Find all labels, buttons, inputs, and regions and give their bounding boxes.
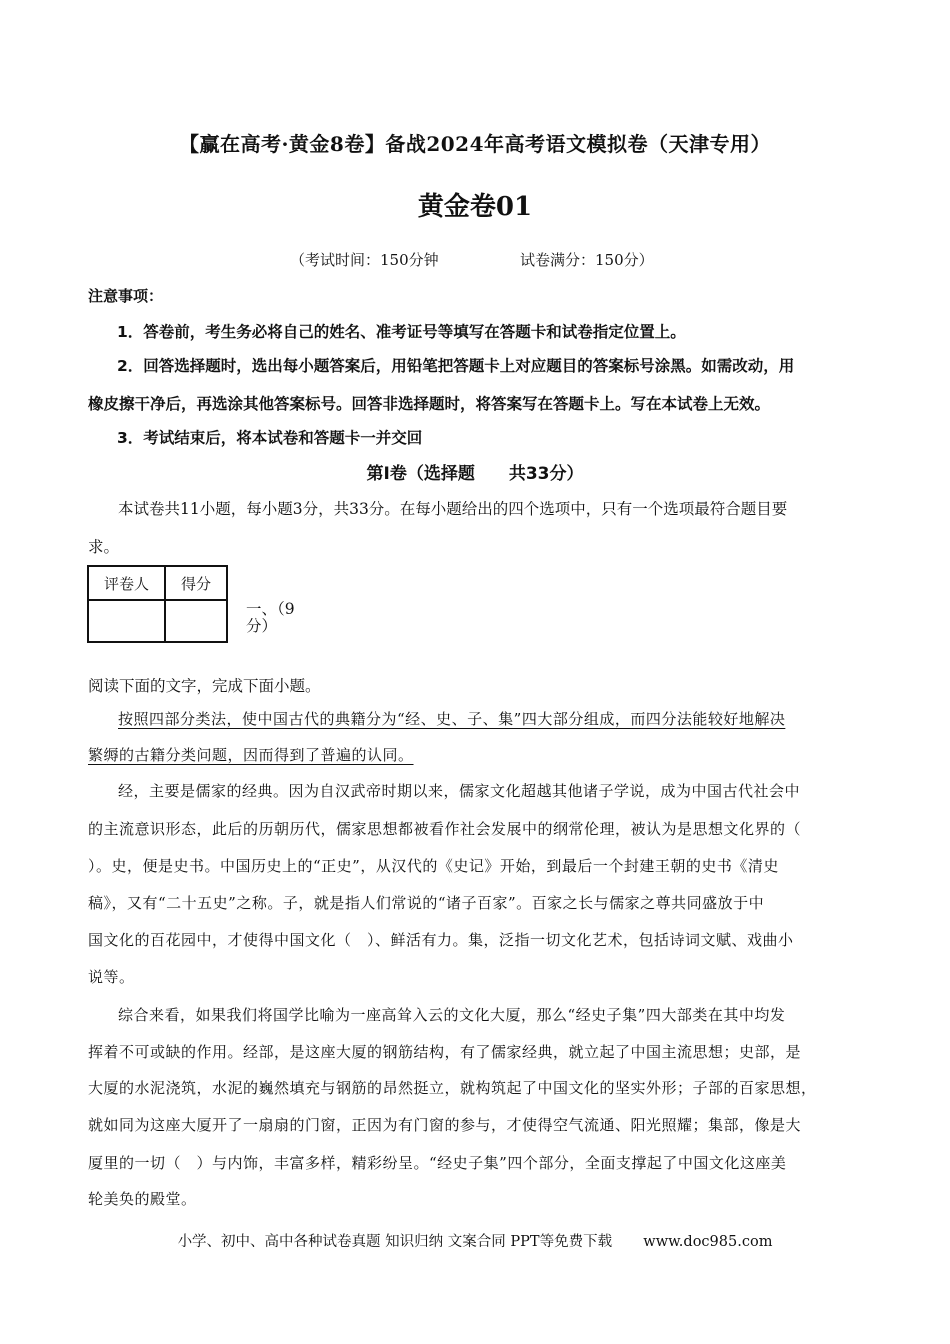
score-table-grader-header: 评卷人 (88, 566, 165, 600)
passage-p2-line-3: ）。史，便是史书。中国历史上的“正史”，从汉代的《史记》开始，到最后一个封建王朝的史书《清史 (88, 857, 779, 875)
notice-item-3: 3．考试结束后，将本试卷和答题卡一并交回 (117, 429, 423, 447)
section-intro-line-2: 求。 (88, 538, 120, 556)
question-group-label-line-2: 分） (246, 617, 278, 635)
full-score: 试卷满分：150分） (520, 251, 654, 269)
footer-text: 小学、初中、高中各种试卷真题 知识归纳 文案合同 PPT等免费下载 (177, 1234, 613, 1250)
page-footer (0, 1230, 950, 1251)
question-group-label-line-1: 一、（9 (246, 600, 295, 618)
notice-heading: 注意事项： (88, 287, 164, 305)
passage-p1-line-1: 按照四部分类法，使中国古代的典籍分为“经、史、子、集”四大部分组成，而四分法能较好地解决 (118, 710, 786, 728)
score-table-grader-cell (88, 600, 165, 642)
footer-url-link[interactable]: www.doc985.com (643, 1234, 773, 1250)
passage-p3-line-4: 就如同为这座大厦开了一扇扇的门窗，正因为有门窗的参与，才使得空气流通、阳光照耀；集部，像是大 (88, 1116, 802, 1134)
score-table (87, 565, 228, 643)
passage-p2-line-2: 的主流意识形态，此后的历朝历代，儒家思想都被看作社会发展中的纲常伦理，被认为是思想文化界的（ (88, 820, 802, 838)
passage-p3-line-5: 厦里的一切（ ）与内饰，丰富多样，精彩纷呈。“经史子集”四个部分，全面支撑起了中国文化这座美 (88, 1154, 787, 1172)
passage-p2-line-5: 国文化的百花园中，才使得中国文化（ ）、鲜活有力。集，泛指一切文化艺术，包括诗词文赋、戏曲小 (88, 931, 794, 949)
passage-p3-line-1: 综合来看，如果我们将国学比喻为一座高耸入云的文化大厦，那么“经史子集”四大部类在其中均发 (118, 1006, 786, 1024)
passage-p3-line-2: 挥着不可或缺的作用。经部，是这座大厦的钢筋结构，有了儒家经典，就立起了中国主流思想；史部，是 (88, 1043, 802, 1061)
passage-p1-line-2: 繁缛的古籍分类问题，因而得到了普遍的认同。 (88, 746, 414, 764)
notice-item-1: 1．答卷前，考生务必将自己的姓名、准考证号等填写在答题卡和试卷指定位置上。 (117, 323, 686, 341)
notice-item-2-line-2: 橡皮擦干净后，再选涂其他答案标号。回答非选择题时，将答案写在答题卡上。写在本试卷上无效。 (88, 395, 771, 413)
score-table-score-cell (165, 600, 227, 642)
passage-p2-line-4: 稿》，又有“二十五史”之称。子，就是指人们常说的“诸子百家”。百家之长与儒家之尊共同盛放于中 (88, 894, 765, 912)
section-intro-line-1: 本试卷共11小题，每小题3分，共33分。在每小题给出的四个选项中，只有一个选项最符合题目要 (118, 500, 788, 518)
notice-item-2-line-1: 2．回答选择题时，选出每小题答案后，用铅笔把答题卡上对应题目的答案标号涂黑。如需改动，用 (117, 357, 795, 375)
section-title: 第Ⅰ卷（选择题 共33分） (366, 464, 584, 484)
paper-subtitle: 黄金卷01 (417, 192, 533, 222)
score-table-score-header: 得分 (165, 566, 227, 600)
passage-p2-line-1: 经，主要是儒家的经典。因为自汉武帝时期以来，儒家文化超越其他诸子学说，成为中国古代社会中 (118, 782, 801, 800)
reading-instruction: 阅读下面的文字，完成下面小题。 (88, 677, 321, 695)
passage-p2-line-6: 说等。 (88, 968, 135, 986)
passage-p3-line-3: 大厦的水泥浇筑，水泥的巍然填充与钢筋的昂然挺立，就构筑起了中国文化的坚实外形；子部的百家思想， (88, 1079, 817, 1097)
exam-time: （考试时间：150分钟 (290, 251, 439, 269)
passage-p3-line-6: 轮美奂的殿堂。 (88, 1190, 197, 1208)
document-title: 【赢在高考·黄金8卷】备战2024年高考语文模拟卷（天津专用） (178, 132, 772, 156)
